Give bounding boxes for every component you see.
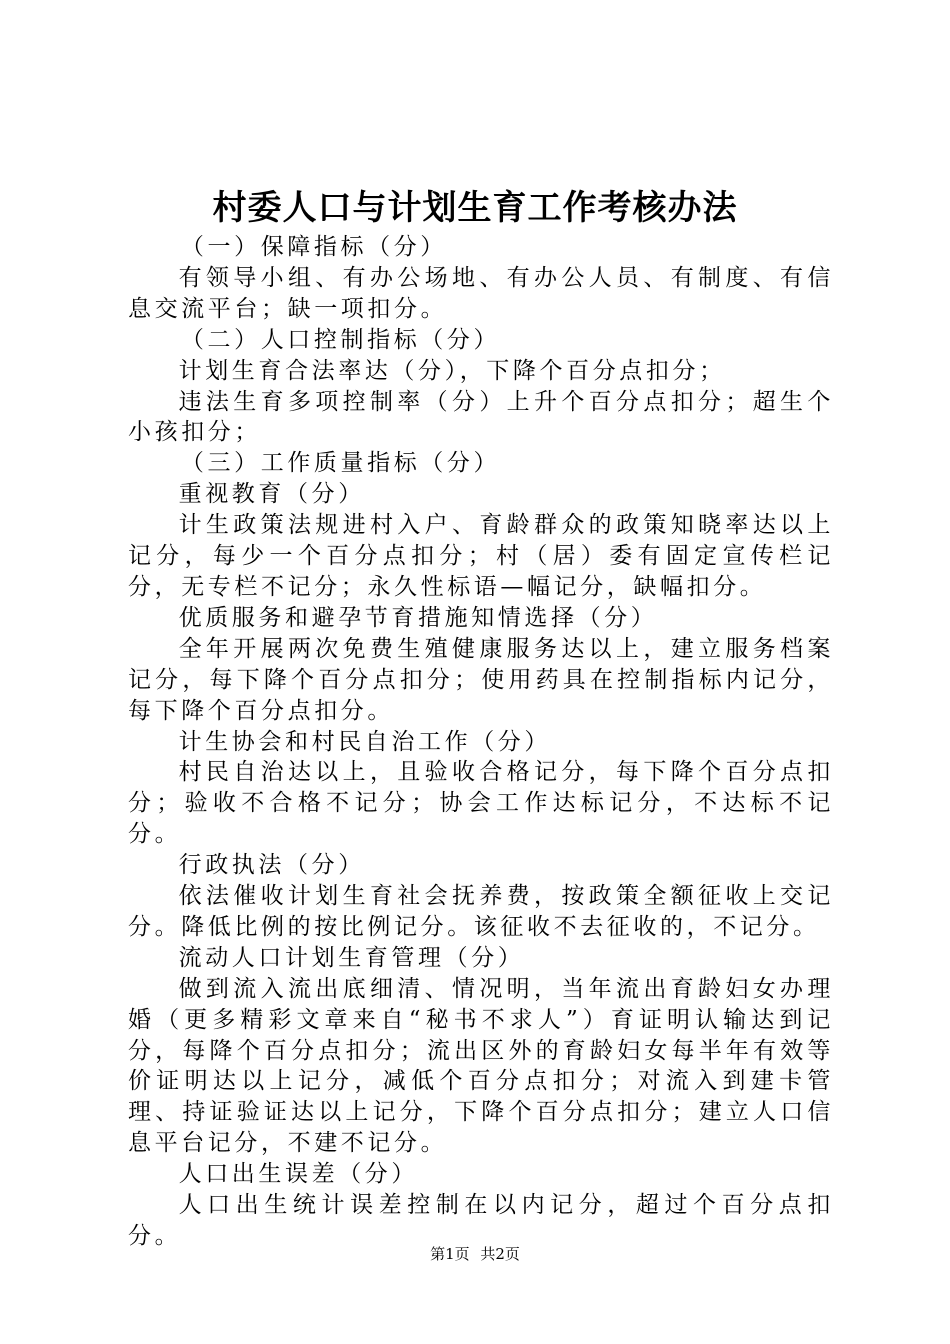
subheading-floating-population: 流动人口计划生育管理（分） (178, 944, 525, 971)
subheading-law-enforcement: 行政执法（分） (178, 852, 365, 879)
section-heading-population-control: （二）人口控制指标（分） (180, 326, 501, 353)
paragraph: 违法生育多项控制率（分）上升个百分点扣分；超生个小孩扣分； (128, 388, 834, 446)
subheading-education: 重视教育（分） (178, 481, 365, 508)
paragraph: 做到流入流出底细清、情况明，当年流出育龄妇女办理婚（更多精彩文章来自“秘书不求人”）育证明认输达到记分，每降个百分点扣分；流出区外的育龄妇女每半年有效等价证明达以上记分，减低个百分点扣分；对流入到建卡管理、持证验证达以上记分，下降个百分点扣分；建立人口信息平台记分，不建不记分。 (128, 975, 834, 1157)
paragraph: 计划生育合法率达（分），下降个百分点扣分； (178, 357, 726, 384)
document-body (128, 232, 834, 1252)
document-title: 村委人口与计划生育工作考核办法 (212, 188, 738, 228)
section-heading-guarantee: （一）保障指标（分） (180, 234, 447, 260)
paragraph: 依法催收计划生育社会抚养费，按政策全额征收上交记分。降低比例的按比例记分。该征收不去征收的，不记分。 (128, 883, 834, 940)
paragraph: 人口出生统计误差控制在以内记分，超过个百分点扣分。 (128, 1192, 834, 1249)
page-number: 第1页 (430, 1245, 470, 1263)
paragraph: 全年开展两次免费生殖健康服务达以上，建立服务档案记分，每下降个百分点扣分；使用药具在控制指标内记分，每下降个百分点扣分。 (128, 635, 834, 724)
subheading-birth-error: 人口出生误差（分） (178, 1161, 418, 1188)
subheading-quality-service: 优质服务和避孕节育措施知情选择（分） (178, 604, 658, 631)
paragraph: 计生政策法规进村入户、育龄群众的政策知晓率达以上记分，每少一个百分点扣分；村（居）委有固定宣传栏记分，无专栏不记分；永久性标语—幅记分，缺幅扣分。 (128, 512, 834, 600)
subheading-association: 计生协会和村民自治工作（分） (178, 728, 551, 755)
page-footer (0, 1244, 950, 1264)
paragraph: 有领导小组、有办公场地、有办公人员、有制度、有信息交流平台；缺一项扣分。 (128, 264, 834, 322)
section-heading-work-quality: （三）工作质量指标（分） (180, 450, 501, 477)
page-total: 共2页 (480, 1245, 520, 1263)
paragraph: 村民自治达以上，且验收合格记分，每下降个百分点扣分；验收不合格不记分；协会工作达标记分，不达标不记分。 (128, 759, 834, 848)
